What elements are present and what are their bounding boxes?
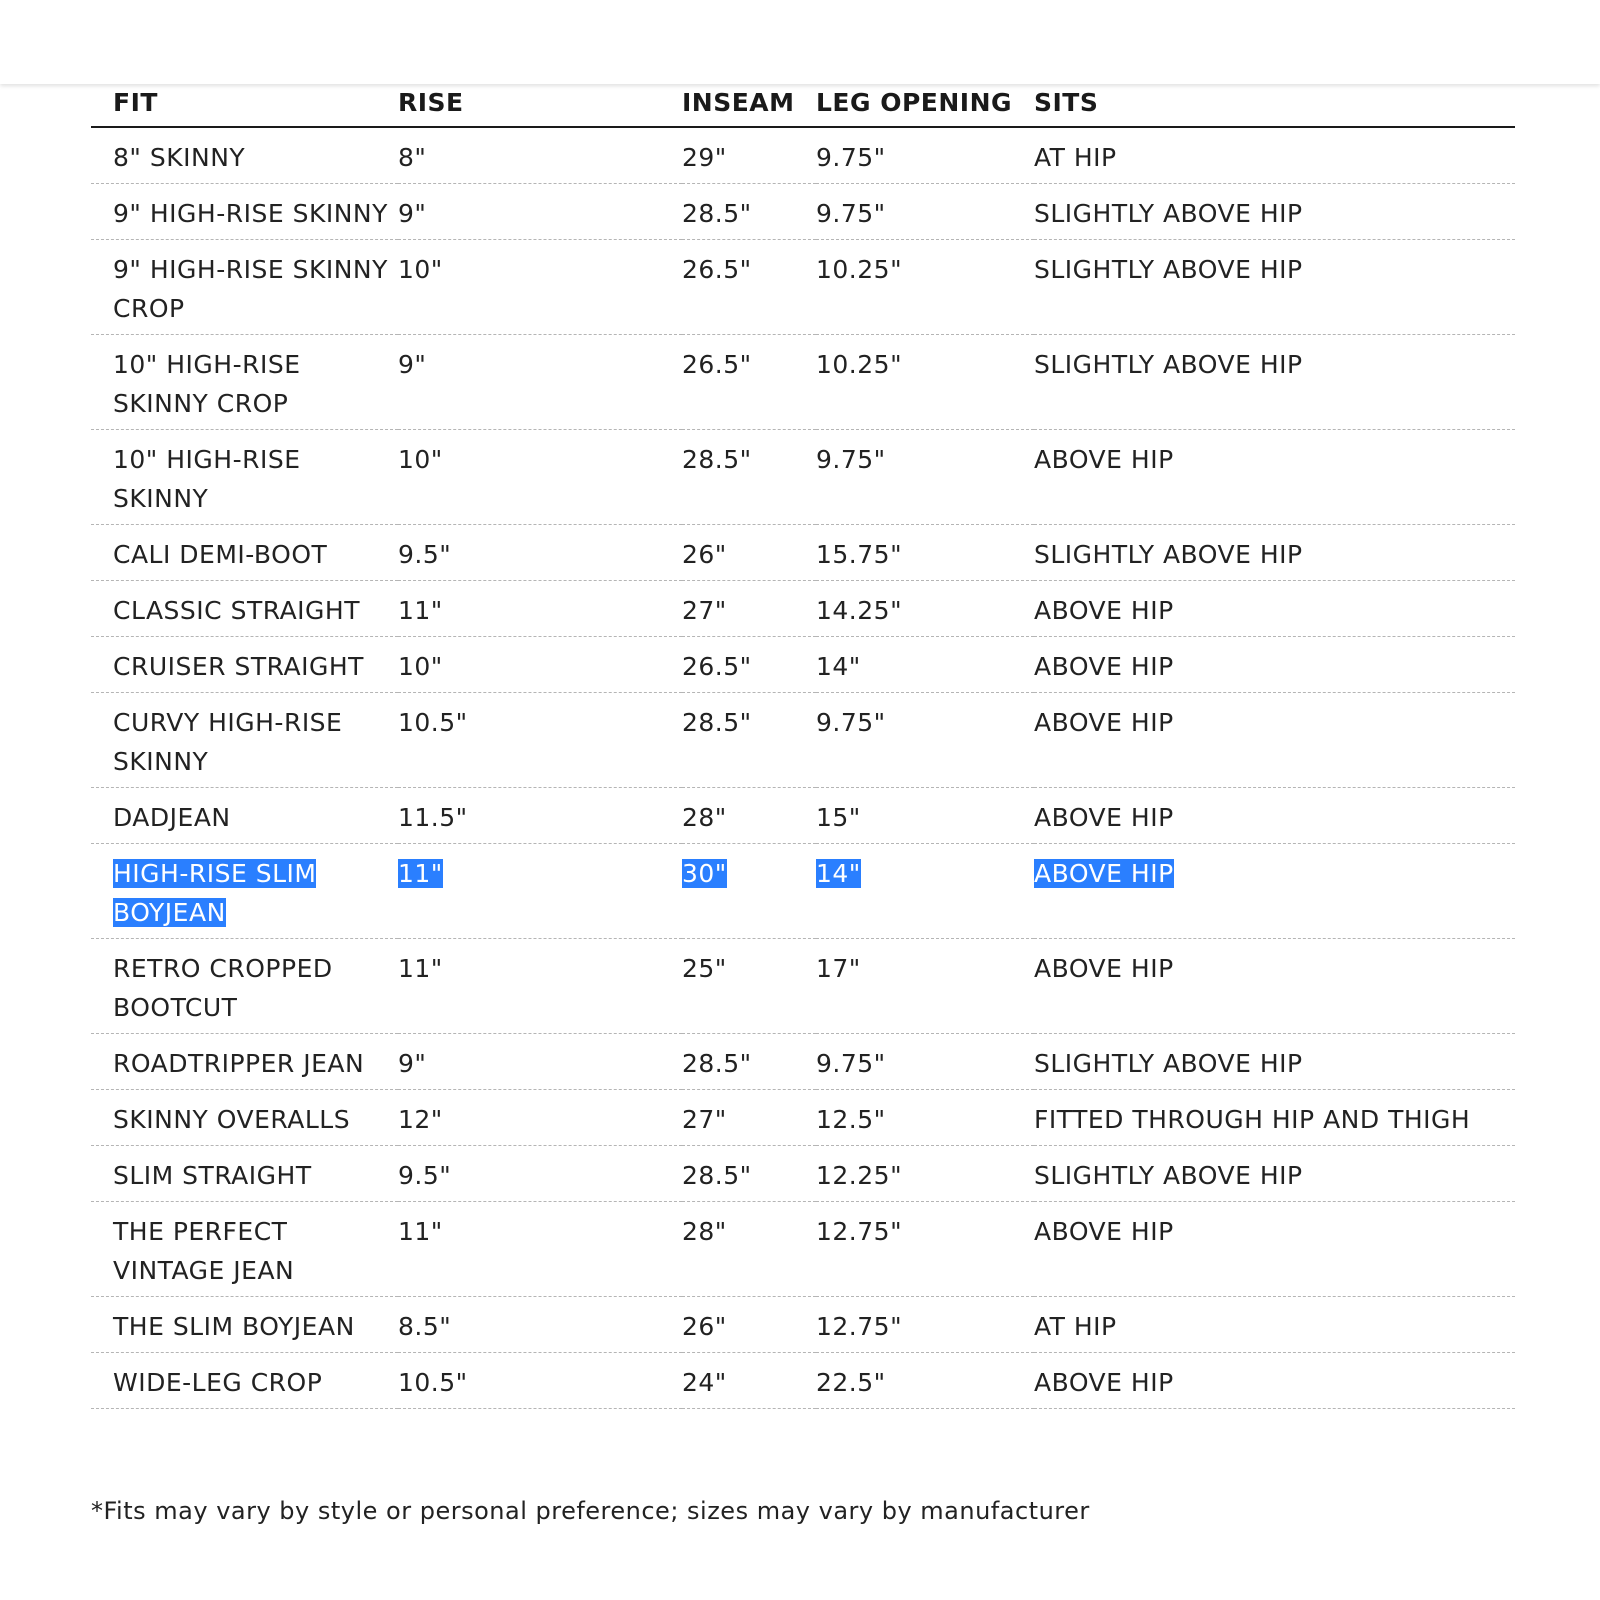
cell-fit bbox=[91, 1090, 398, 1146]
cell-inseam bbox=[682, 240, 816, 335]
cell-fit bbox=[91, 693, 398, 788]
cell-rise bbox=[398, 693, 682, 788]
cell-text: 8" SKINNY bbox=[113, 143, 246, 172]
cell-text: 10.25" bbox=[816, 350, 903, 379]
cell-text: SLIGHTLY ABOVE HIP bbox=[1034, 350, 1303, 379]
cell-sits bbox=[1034, 1297, 1515, 1353]
cell-text: SLIGHTLY ABOVE HIP bbox=[1034, 540, 1303, 569]
cell-rise bbox=[398, 240, 682, 335]
cell-text: 28.5" bbox=[682, 199, 752, 228]
cell-sits bbox=[1034, 788, 1515, 844]
cell-text: 28.5" bbox=[682, 1161, 752, 1190]
cell-inseam bbox=[682, 1202, 816, 1297]
cell-inseam bbox=[682, 525, 816, 581]
table-header-row bbox=[91, 78, 1515, 127]
cell-text: 10.5" bbox=[398, 708, 468, 737]
cell-text: 26.5" bbox=[682, 255, 752, 284]
table-row[interactable] bbox=[91, 525, 1515, 581]
cell-text: 10" HIGH-RISE SKINNY bbox=[113, 445, 301, 513]
cell-sits bbox=[1034, 127, 1515, 184]
cell-text: 9" HIGH-RISE SKINNY CROP bbox=[113, 255, 388, 323]
cell-text: 9.75" bbox=[816, 1049, 886, 1078]
cell-fit bbox=[91, 1146, 398, 1202]
cell-text: 26" bbox=[682, 540, 727, 569]
cell-sits bbox=[1034, 1202, 1515, 1297]
cell-sits bbox=[1034, 693, 1515, 788]
cell-fit bbox=[91, 844, 398, 939]
cell-fit bbox=[91, 581, 398, 637]
cell-rise bbox=[398, 184, 682, 240]
cell-sits bbox=[1034, 430, 1515, 525]
header-leg-opening: LEG OPENING bbox=[816, 78, 1034, 127]
cell-sits bbox=[1034, 240, 1515, 335]
cell-text: AT HIP bbox=[1034, 143, 1117, 172]
cell-text: 11.5" bbox=[398, 803, 468, 832]
cell-sits bbox=[1034, 939, 1515, 1034]
cell-text: ABOVE HIP bbox=[1034, 652, 1174, 681]
cell-inseam bbox=[682, 788, 816, 844]
cell-fit bbox=[91, 1353, 398, 1409]
cell-rise bbox=[398, 1034, 682, 1090]
cell-inseam bbox=[682, 693, 816, 788]
cell-text: 9.75" bbox=[816, 445, 886, 474]
table-row[interactable] bbox=[91, 184, 1515, 240]
cell-fit bbox=[91, 525, 398, 581]
cell-text: 28.5" bbox=[682, 708, 752, 737]
cell-inseam bbox=[682, 581, 816, 637]
cell-text: 12" bbox=[398, 1105, 443, 1134]
cell-leg-opening bbox=[816, 240, 1034, 335]
cell-inseam bbox=[682, 1146, 816, 1202]
cell-text: 14" bbox=[816, 652, 861, 681]
cell-text: CRUISER STRAIGHT bbox=[113, 652, 364, 681]
table-row[interactable] bbox=[91, 693, 1515, 788]
cell-text: 27" bbox=[682, 1105, 727, 1134]
cell-rise bbox=[398, 637, 682, 693]
cell-text: 15" bbox=[816, 803, 861, 832]
cell-text: 24" bbox=[682, 1368, 727, 1397]
cell-sits bbox=[1034, 637, 1515, 693]
cell-fit bbox=[91, 637, 398, 693]
cell-text: 28" bbox=[682, 1217, 727, 1246]
cell-text: 12.5" bbox=[816, 1105, 886, 1134]
cell-text: 9" bbox=[398, 1049, 427, 1078]
cell-text: 10.5" bbox=[398, 1368, 468, 1397]
cell-inseam bbox=[682, 637, 816, 693]
table-row[interactable] bbox=[91, 637, 1515, 693]
cell-leg-opening bbox=[816, 430, 1034, 525]
cell-text: ABOVE HIP bbox=[1034, 1217, 1174, 1246]
cell-text: 12.25" bbox=[816, 1161, 903, 1190]
cell-text: SLIGHTLY ABOVE HIP bbox=[1034, 1161, 1303, 1190]
cell-text: 10" bbox=[398, 652, 443, 681]
cell-leg-opening bbox=[816, 1146, 1034, 1202]
cell-rise bbox=[398, 939, 682, 1034]
cell-text: 9" HIGH-RISE SKINNY bbox=[113, 199, 388, 228]
cell-text: 10" bbox=[398, 445, 443, 474]
cell-inseam bbox=[682, 184, 816, 240]
table-row[interactable] bbox=[91, 430, 1515, 525]
header-rise: RISE bbox=[398, 78, 682, 127]
page-top-bar bbox=[0, 0, 1600, 84]
table-row[interactable] bbox=[91, 581, 1515, 637]
cell-text: 9" bbox=[398, 199, 427, 228]
cell-fit bbox=[91, 127, 398, 184]
table-row[interactable] bbox=[91, 335, 1515, 430]
cell-text: 29" bbox=[682, 143, 727, 172]
cell-leg-opening bbox=[816, 1297, 1034, 1353]
cell-sits bbox=[1034, 525, 1515, 581]
cell-fit bbox=[91, 430, 398, 525]
cell-text: CLASSIC STRAIGHT bbox=[113, 596, 360, 625]
cell-text: 12.75" bbox=[816, 1312, 903, 1341]
cell-inseam bbox=[682, 1353, 816, 1409]
cell-leg-opening bbox=[816, 1353, 1034, 1409]
cell-text: 14" bbox=[816, 859, 861, 888]
cell-text: ABOVE HIP bbox=[1034, 445, 1174, 474]
cell-text: 26" bbox=[682, 1312, 727, 1341]
cell-sits bbox=[1034, 335, 1515, 430]
cell-text: CALI DEMI-BOOT bbox=[113, 540, 328, 569]
cell-rise bbox=[398, 127, 682, 184]
cell-text: ABOVE HIP bbox=[1034, 803, 1174, 832]
cell-text: WIDE-LEG CROP bbox=[113, 1368, 323, 1397]
cell-rise bbox=[398, 581, 682, 637]
cell-text: THE SLIM BOYJEAN bbox=[113, 1312, 355, 1341]
table-row[interactable] bbox=[91, 240, 1515, 335]
table-row[interactable] bbox=[91, 788, 1515, 844]
cell-text: 11" bbox=[398, 859, 443, 888]
cell-inseam bbox=[682, 335, 816, 430]
cell-leg-opening bbox=[816, 844, 1034, 939]
fit-guide-table bbox=[91, 78, 1515, 1409]
cell-leg-opening bbox=[816, 525, 1034, 581]
cell-fit bbox=[91, 335, 398, 430]
cell-rise bbox=[398, 430, 682, 525]
cell-rise bbox=[398, 788, 682, 844]
cell-text: ABOVE HIP bbox=[1034, 596, 1174, 625]
table-row[interactable] bbox=[91, 1353, 1515, 1409]
cell-text: 10.25" bbox=[816, 255, 903, 284]
cell-leg-opening bbox=[816, 184, 1034, 240]
cell-rise bbox=[398, 844, 682, 939]
cell-leg-opening bbox=[816, 788, 1034, 844]
cell-text: 15.75" bbox=[816, 540, 903, 569]
cell-text: 12.75" bbox=[816, 1217, 903, 1246]
cell-sits bbox=[1034, 844, 1515, 939]
cell-leg-opening bbox=[816, 335, 1034, 430]
cell-text: 28.5" bbox=[682, 445, 752, 474]
cell-leg-opening bbox=[816, 1034, 1034, 1090]
cell-text: 11" bbox=[398, 954, 443, 983]
cell-text: 9" bbox=[398, 350, 427, 379]
cell-rise bbox=[398, 525, 682, 581]
cell-text: 10" bbox=[398, 255, 443, 284]
cell-rise bbox=[398, 1146, 682, 1202]
cell-text: 9.5" bbox=[398, 1161, 452, 1190]
cell-text: ABOVE HIP bbox=[1034, 859, 1174, 888]
cell-leg-opening bbox=[816, 581, 1034, 637]
table-row[interactable] bbox=[91, 844, 1515, 939]
table-row[interactable] bbox=[91, 1090, 1515, 1146]
cell-text: ABOVE HIP bbox=[1034, 1368, 1174, 1397]
cell-text: SLIGHTLY ABOVE HIP bbox=[1034, 255, 1303, 284]
cell-text: 30" bbox=[682, 859, 727, 888]
cell-leg-opening bbox=[816, 939, 1034, 1034]
cell-text: ABOVE HIP bbox=[1034, 708, 1174, 737]
table-row[interactable] bbox=[91, 1202, 1515, 1297]
cell-text: 9.75" bbox=[816, 199, 886, 228]
cell-text: ABOVE HIP bbox=[1034, 954, 1174, 983]
cell-sits bbox=[1034, 1353, 1515, 1409]
cell-leg-opening bbox=[816, 1202, 1034, 1297]
cell-sits bbox=[1034, 1090, 1515, 1146]
cell-text: SKINNY OVERALLS bbox=[113, 1105, 351, 1134]
cell-text: 9.75" bbox=[816, 143, 886, 172]
cell-text: 28" bbox=[682, 803, 727, 832]
cell-rise bbox=[398, 1297, 682, 1353]
cell-text: AT HIP bbox=[1034, 1312, 1117, 1341]
cell-text: SLIGHTLY ABOVE HIP bbox=[1034, 1049, 1303, 1078]
cell-leg-opening bbox=[816, 693, 1034, 788]
cell-text: 27" bbox=[682, 596, 727, 625]
cell-rise bbox=[398, 1090, 682, 1146]
cell-text: 9.5" bbox=[398, 540, 452, 569]
cell-text: 25" bbox=[682, 954, 727, 983]
cell-fit bbox=[91, 1297, 398, 1353]
cell-rise bbox=[398, 1202, 682, 1297]
cell-text: 14.25" bbox=[816, 596, 903, 625]
cell-fit bbox=[91, 788, 398, 844]
cell-sits bbox=[1034, 1146, 1515, 1202]
cell-text: 26.5" bbox=[682, 652, 752, 681]
cell-text: CURVY HIGH-RISE SKINNY bbox=[113, 708, 343, 776]
header-inseam: INSEAM bbox=[682, 78, 816, 127]
cell-text: 10" HIGH-RISE SKINNY CROP bbox=[113, 350, 301, 418]
cell-fit bbox=[91, 1034, 398, 1090]
cell-leg-opening bbox=[816, 1090, 1034, 1146]
cell-text: FITTED THROUGH HIP AND THIGH bbox=[1034, 1105, 1471, 1134]
cell-fit bbox=[91, 939, 398, 1034]
header-fit: FIT bbox=[91, 78, 398, 127]
cell-text: 22.5" bbox=[816, 1368, 886, 1397]
cell-inseam bbox=[682, 1090, 816, 1146]
cell-rise bbox=[398, 335, 682, 430]
cell-leg-opening bbox=[816, 127, 1034, 184]
cell-inseam bbox=[682, 430, 816, 525]
cell-inseam bbox=[682, 844, 816, 939]
cell-rise bbox=[398, 1353, 682, 1409]
cell-fit bbox=[91, 184, 398, 240]
cell-text: 8.5" bbox=[398, 1312, 452, 1341]
cell-text: 28.5" bbox=[682, 1049, 752, 1078]
cell-text: THE PERFECT VINTAGE JEAN bbox=[113, 1217, 295, 1285]
cell-inseam bbox=[682, 127, 816, 184]
cell-sits bbox=[1034, 581, 1515, 637]
cell-text: RETRO CROPPED BOOTCUT bbox=[113, 954, 333, 1022]
header-sits: SITS bbox=[1034, 78, 1515, 127]
cell-inseam bbox=[682, 939, 816, 1034]
cell-text: 26.5" bbox=[682, 350, 752, 379]
cell-text: ROADTRIPPER JEAN bbox=[113, 1049, 365, 1078]
cell-text: 8" bbox=[398, 143, 427, 172]
cell-sits bbox=[1034, 184, 1515, 240]
table-row[interactable] bbox=[91, 127, 1515, 184]
cell-text: HIGH-RISE SLIM BOYJEAN bbox=[113, 859, 317, 927]
cell-fit bbox=[91, 240, 398, 335]
table-row[interactable] bbox=[91, 1146, 1515, 1202]
cell-text: SLIGHTLY ABOVE HIP bbox=[1034, 199, 1303, 228]
cell-inseam bbox=[682, 1297, 816, 1353]
table-row[interactable] bbox=[91, 1297, 1515, 1353]
cell-text: 17" bbox=[816, 954, 861, 983]
table-row[interactable] bbox=[91, 939, 1515, 1034]
cell-fit bbox=[91, 1202, 398, 1297]
table-body bbox=[91, 127, 1515, 1409]
footnote: *Fits may vary by style or personal preference; sizes may vary by manufacturer bbox=[91, 1497, 1090, 1525]
cell-text: 11" bbox=[398, 1217, 443, 1246]
cell-sits bbox=[1034, 1034, 1515, 1090]
cell-leg-opening bbox=[816, 637, 1034, 693]
cell-text: 9.75" bbox=[816, 708, 886, 737]
cell-text: SLIM STRAIGHT bbox=[113, 1161, 312, 1190]
cell-text: DADJEAN bbox=[113, 803, 231, 832]
cell-inseam bbox=[682, 1034, 816, 1090]
table-row[interactable] bbox=[91, 1034, 1515, 1090]
cell-text: 11" bbox=[398, 596, 443, 625]
